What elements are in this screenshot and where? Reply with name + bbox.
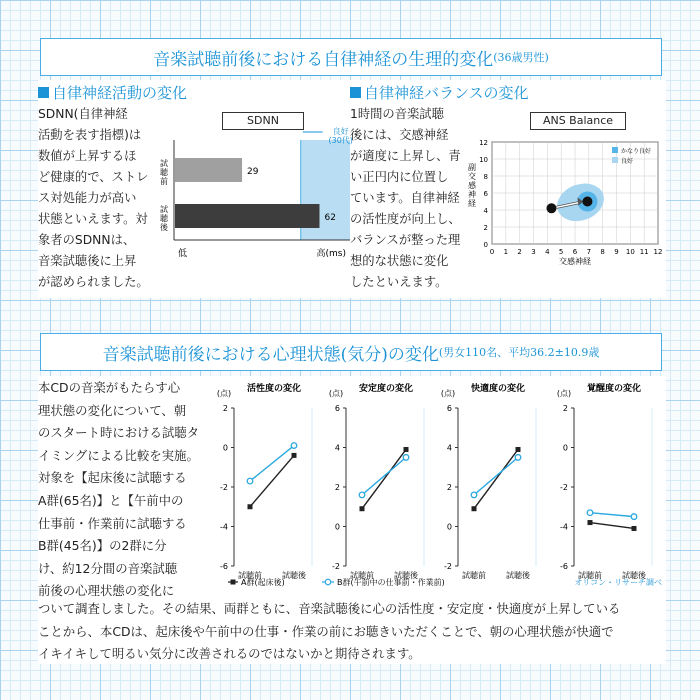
sdnn-category-label bbox=[160, 204, 169, 232]
ans-chart bbox=[466, 132, 666, 264]
mood-point-b bbox=[247, 478, 253, 484]
mood-point-b bbox=[631, 514, 637, 520]
bottom-full-paragraph bbox=[38, 598, 620, 666]
source-label: オリコン・リサーチ調べ bbox=[574, 578, 662, 587]
text-line: 理状態の変化について、朝 bbox=[38, 402, 187, 418]
section2-banner bbox=[40, 333, 662, 371]
mood-unit-label: (点) bbox=[328, 389, 344, 398]
legend-swatch bbox=[612, 157, 618, 163]
x-tick-label: 4 bbox=[545, 248, 550, 256]
text-line: ど健康的で、ストレ bbox=[38, 170, 149, 184]
sdnn-category-char: 前 bbox=[160, 177, 168, 186]
left-paragraph bbox=[38, 104, 149, 293]
text-line: の活性度が向上し、 bbox=[350, 212, 461, 226]
text-line: 状態といえます。対 bbox=[38, 212, 148, 226]
mood-point-b bbox=[291, 443, 297, 449]
text-line: 象者のSDNNは、 bbox=[38, 233, 136, 247]
mood-tick-label: 2 bbox=[446, 483, 452, 492]
mood-point-a bbox=[588, 520, 593, 525]
mood-chart-title: 安定度の変化 bbox=[358, 384, 414, 394]
sdnn-category-char: 試 bbox=[160, 205, 168, 214]
y-axis-char: 交 bbox=[468, 172, 476, 181]
text-line: 活動を表す指標)は bbox=[38, 128, 142, 142]
left-heading-text: 自律神経活動の変化 bbox=[52, 84, 188, 102]
y-tick-label: 0 bbox=[483, 241, 488, 249]
text-line: ています。自律神経 bbox=[350, 191, 460, 205]
sdnn-category-label bbox=[160, 158, 169, 186]
mood-tick-label: 4 bbox=[446, 443, 452, 453]
y-tick-label: 2 bbox=[483, 224, 488, 232]
text-line: バランスが整った理 bbox=[350, 233, 461, 247]
x-tick-label: 11 bbox=[639, 248, 649, 256]
square-bullet-icon bbox=[350, 87, 361, 98]
mood-tick-label: -6 bbox=[220, 562, 228, 571]
section1-subtitle: (36歳男性) bbox=[493, 51, 549, 64]
mood-tick-label: 2 bbox=[222, 404, 228, 413]
x-tick-label: 5 bbox=[558, 248, 564, 256]
legend-b-label: B群(午前中の仕事前・作業前) bbox=[337, 578, 445, 587]
mood-point-a bbox=[404, 447, 409, 452]
text-line: のスタート時における試聴タ bbox=[38, 425, 200, 441]
left-heading bbox=[38, 82, 187, 103]
mood-point-a bbox=[516, 447, 521, 452]
x-tick-label: 8 bbox=[600, 248, 605, 256]
mood-charts bbox=[210, 378, 666, 598]
x-tick-label: 6 bbox=[572, 248, 578, 256]
text-line: ス対処能力が高い bbox=[38, 191, 137, 205]
legend-swatch bbox=[612, 147, 618, 153]
y-axis-char: 神 bbox=[468, 190, 476, 199]
mood-point-b bbox=[587, 510, 593, 516]
y-axis-label bbox=[468, 162, 476, 208]
mood-category-label: 試聴前 bbox=[462, 571, 486, 580]
sdnn-value-label: 29 bbox=[247, 167, 259, 177]
good-zone-label: (30代) bbox=[328, 136, 353, 145]
mood-category-label: 試聴前 bbox=[238, 571, 262, 580]
mood-chart-title: 覚醒度の変化 bbox=[586, 384, 642, 394]
mood-series-line bbox=[590, 523, 634, 529]
mood-tick-label: 6 bbox=[446, 404, 452, 413]
section1-title: 音楽試聴前後における自律神経の生理的変化 bbox=[153, 49, 494, 70]
mood-tick-label: 2 bbox=[334, 483, 340, 492]
y-tick-label: 12 bbox=[479, 139, 488, 147]
text-line: A群(65名)】と【午前中の bbox=[38, 492, 184, 508]
x-tick-label: 2 bbox=[517, 248, 522, 256]
legend-a-label: A群(起床後) bbox=[241, 578, 285, 587]
y-tick-label: 10 bbox=[479, 156, 488, 164]
text-line: B群(45名)】の2群に分 bbox=[38, 538, 167, 554]
text-line: ついて調査しました。その結果、両群ともに、音楽試聴後に心の活性度・安定度・快適度が上昇している bbox=[38, 601, 621, 616]
mood-unit-label: (点) bbox=[216, 389, 232, 398]
mood-tick-label: -2 bbox=[220, 483, 228, 492]
sdnn-category-char: 後 bbox=[160, 223, 168, 232]
mood-series-line bbox=[590, 513, 634, 517]
sdnn-title: SDNN bbox=[222, 112, 304, 130]
text-line: イミングによる比較を実施。 bbox=[38, 447, 199, 463]
sdnn-value-label: 62 bbox=[324, 213, 336, 223]
sdnn-category-char: 聴 bbox=[160, 214, 168, 223]
x-axis-label: 交感神経 bbox=[559, 257, 591, 266]
text-line: が適度に上昇し、青 bbox=[350, 149, 461, 163]
mood-series-line bbox=[474, 457, 518, 495]
section2-subtitle: (男女110名、平均36.2±10.9歳 bbox=[438, 346, 600, 359]
mood-tick-label: 0 bbox=[334, 522, 340, 532]
sdnn-bar bbox=[175, 204, 319, 228]
legend-marker-b bbox=[325, 579, 331, 585]
mood-point-b bbox=[471, 492, 477, 498]
mood-series-line bbox=[362, 449, 406, 508]
mood-unit-label: (点) bbox=[440, 389, 456, 398]
right-heading bbox=[350, 82, 529, 103]
mood-category-label: 試聴前 bbox=[578, 571, 602, 580]
legend-label: 良好 bbox=[621, 158, 634, 165]
text-line: け、約12分間の音楽試聴 bbox=[38, 560, 178, 576]
x-tick-label: 0 bbox=[489, 248, 495, 256]
text-line: 想的な状態に変化 bbox=[350, 254, 449, 268]
mood-tick-label: -4 bbox=[560, 522, 568, 532]
text-line: 1時間の音楽試聴 bbox=[350, 107, 444, 121]
mood-category-label: 試聴後 bbox=[282, 571, 306, 580]
x-tick-label: 7 bbox=[586, 248, 592, 256]
x-tick-label: 3 bbox=[531, 248, 536, 256]
sdnn-low-label: 低 bbox=[178, 249, 188, 259]
mood-tick-label: -2 bbox=[444, 562, 452, 571]
mood-tick-label: -6 bbox=[560, 562, 568, 571]
mood-tick-label: 2 bbox=[562, 404, 568, 413]
right-heading-text: 自律神経バランスの変化 bbox=[364, 84, 529, 102]
sdnn-chart bbox=[160, 118, 353, 263]
right-paragraph bbox=[350, 104, 461, 293]
text-line: い正円内に位置し bbox=[350, 170, 449, 184]
ans-point bbox=[546, 203, 556, 213]
text-line: 本CDの音楽がもたらす心 bbox=[38, 380, 181, 395]
text-line: 仕事前・作業前に試聴する bbox=[38, 515, 187, 531]
ans-title: ANS Balance bbox=[530, 112, 626, 130]
good-zone-label: 良好 bbox=[332, 127, 349, 136]
x-tick-label: 1 bbox=[503, 248, 509, 256]
mood-chart-title: 快適度の変化 bbox=[470, 384, 526, 394]
mood-category-label: 試聴後 bbox=[622, 571, 646, 580]
y-tick-label: 6 bbox=[483, 190, 488, 198]
legend-marker-a bbox=[231, 580, 236, 585]
mood-point-a bbox=[360, 506, 365, 511]
text-line: が認められました。 bbox=[38, 275, 149, 289]
sdnn-bar bbox=[175, 158, 242, 182]
section2-title: 音楽試聴前後における心理状態(気分)の変化 bbox=[102, 344, 439, 365]
mood-category-label: 試聴後 bbox=[394, 571, 418, 580]
x-tick-label: 10 bbox=[625, 248, 635, 256]
mood-tick-label: -2 bbox=[560, 483, 568, 492]
mood-point-a bbox=[472, 506, 477, 511]
sdnn-category-char: 聴 bbox=[160, 168, 168, 177]
mood-point-a bbox=[632, 526, 637, 531]
text-line: 対象を【起床後に試聴する bbox=[38, 470, 187, 486]
mood-category-label: 試聴前 bbox=[350, 571, 374, 580]
mood-tick-label: 0 bbox=[222, 443, 228, 453]
mood-unit-label: (点) bbox=[556, 389, 572, 398]
bottom-side-paragraph bbox=[38, 377, 199, 603]
y-axis-char: 副 bbox=[468, 163, 476, 172]
mood-series-line bbox=[362, 457, 406, 495]
section1-banner bbox=[40, 38, 662, 76]
y-tick-label: 8 bbox=[483, 173, 488, 181]
mood-tick-label: 0 bbox=[446, 522, 452, 532]
mood-tick-label: 6 bbox=[334, 404, 340, 413]
mood-tick-label: -2 bbox=[332, 562, 340, 571]
sdnn-category-char: 試 bbox=[160, 159, 168, 168]
text-line: ことから、本CDは、起床後や午前中の仕事・作業の前にお聴きいただくことで、朝の心理状態が快適で bbox=[38, 623, 614, 639]
y-axis-char: 感 bbox=[468, 181, 476, 190]
text-line: 前後の心理状態の変化に bbox=[38, 583, 175, 599]
y-tick-label: 4 bbox=[483, 207, 488, 215]
mood-series-line bbox=[474, 449, 518, 508]
mood-tick-label: -4 bbox=[220, 522, 228, 532]
text-line: 数値が上昇するほ bbox=[38, 149, 137, 163]
square-bullet-icon bbox=[38, 87, 49, 98]
x-tick-label: 9 bbox=[614, 248, 619, 256]
mood-point-b bbox=[359, 492, 365, 498]
ans-point bbox=[582, 197, 592, 207]
mood-point-a bbox=[292, 453, 297, 458]
text-line: 音楽試聴後に上昇 bbox=[38, 254, 137, 268]
mood-point-b bbox=[403, 455, 409, 461]
sdnn-high-label: 高(ms) bbox=[316, 249, 346, 259]
mood-point-a bbox=[248, 504, 253, 509]
text-line: したといえます。 bbox=[350, 275, 448, 289]
mood-tick-label: 4 bbox=[334, 443, 340, 453]
text-line: イキイキして明るい気分に改善されるのではないかと期待されます。 bbox=[38, 646, 421, 662]
text-line: 後には、交感神経 bbox=[350, 128, 449, 142]
mood-tick-label: 0 bbox=[562, 443, 568, 453]
text-line: SDNN(自律神経 bbox=[38, 107, 128, 121]
mood-chart-title: 活性度の変化 bbox=[246, 384, 302, 394]
y-axis-char: 経 bbox=[468, 199, 476, 208]
legend-label: かなり良好 bbox=[621, 148, 652, 155]
mood-category-label: 試聴後 bbox=[506, 571, 530, 580]
x-tick-label: 12 bbox=[653, 248, 663, 256]
mood-point-b bbox=[515, 455, 521, 461]
